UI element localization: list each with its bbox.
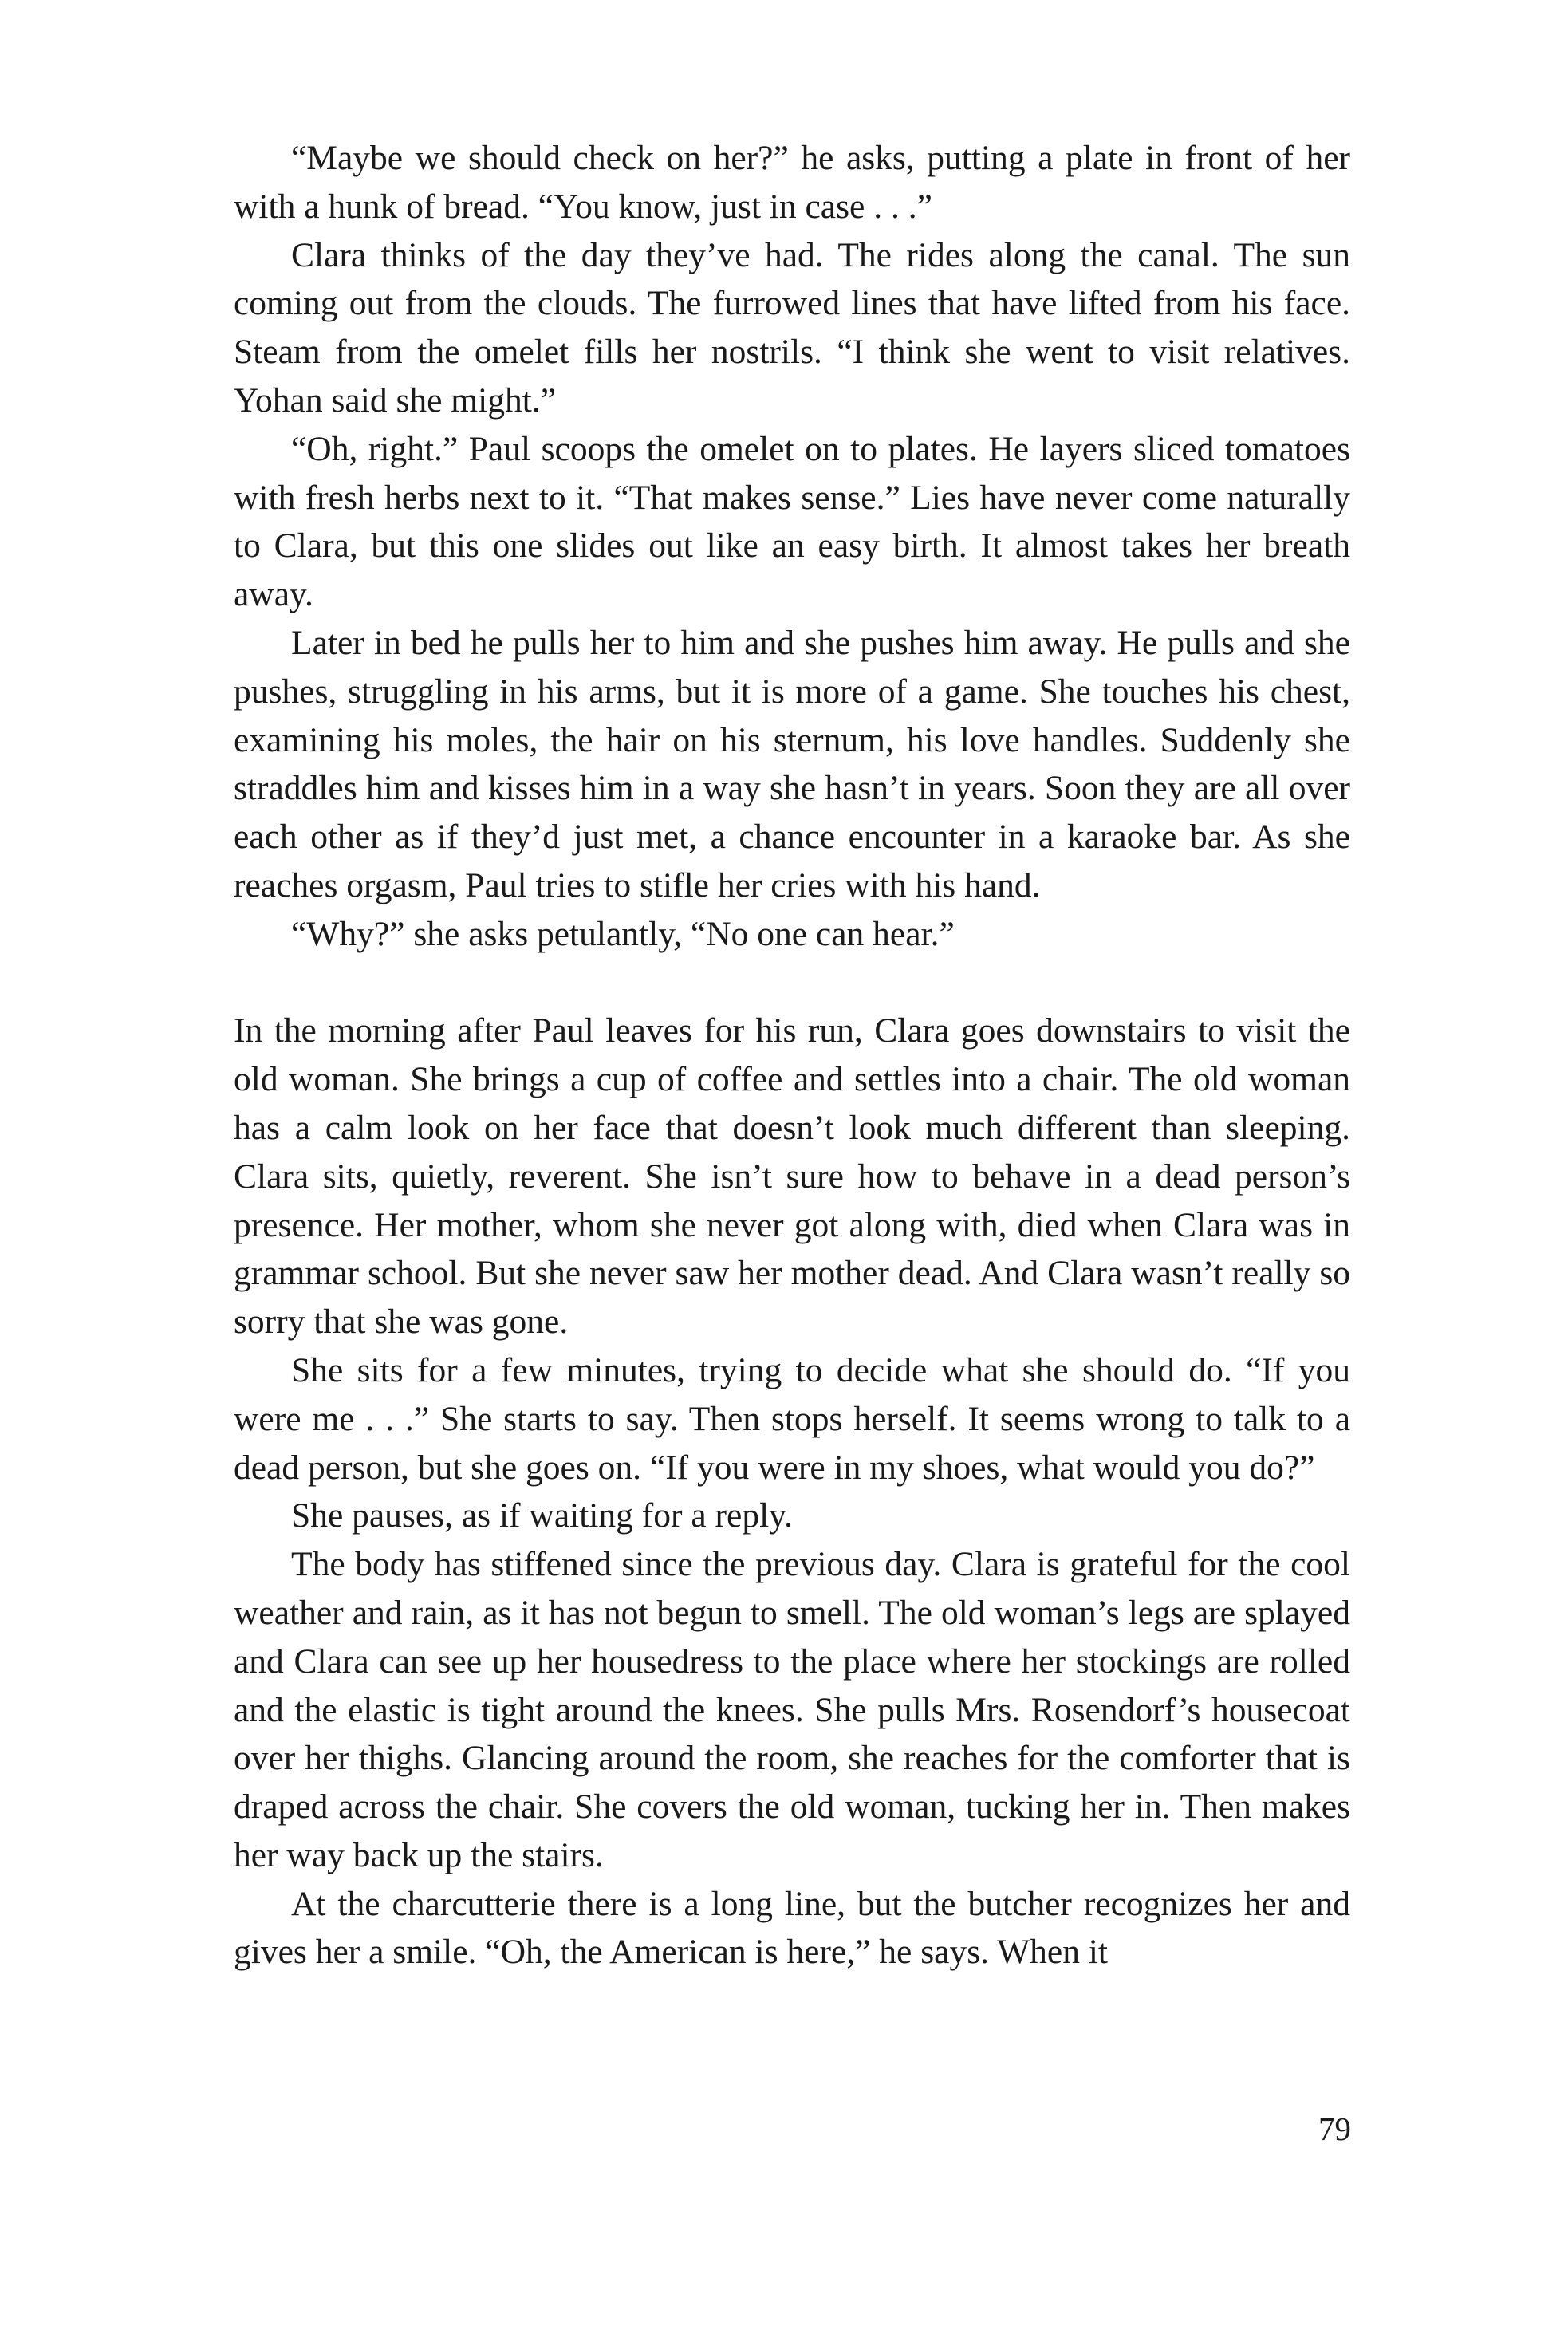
paragraph: The body has stiffened since the previous day. Clara is grateful for the cool weather and rain, as it has not begun to smell. The old woman’s legs are splayed and Clara can see up her housedress to the place where her stockings are rolled and the elastic is tight around the knees. She pulls Mrs. Rosendorf’s housecoat over her thighs. Glancing around the room, she reaches for the comforter that is draped across the chair. She covers the old woman, tucking her in. Then makes her way back up the stairs.	[234, 1545, 1350, 1874]
body-text	[234, 134, 1350, 1976]
section-break	[234, 959, 1350, 1007]
paragraph: Later in bed he pulls her to him and she pushes him away. He pulls and she pushes, struggling in his arms, but it is more of a game. She touches his chest, examining his moles, the hair on his sternum, his love handles. Suddenly she straddles him and kisses him in a way she hasn’t in years. Soon they are all over each other as if they’d just met, a chance encounter in a karaoke bar. As she reaches orgasm, Paul tries to stifle her cries with his hand.	[234, 623, 1350, 904]
paragraph: Clara thinks of the day they’ve had. The rides along the canal. The sun coming out from the clouds. The furrowed lines that have lifted from his face. Steam from the omelet fills her nostrils. “I think she went to visit relatives. Yohan said she might.”	[234, 235, 1350, 420]
paragraph-section-start: In the morning after Paul leaves for his run, Clara goes downstairs to visit the old woman. She brings a cup of coffee and settles into a chair. The old woman has a calm look on her face that doesn’t look much different than sleeping. Clara sits, quietly, reverent. She isn’t sure how to behave in a dead person’s presence. Her mother, whom she never got along with, died when Clara was in grammar school. But she never saw her mother dead. And Clara wasn’t really so sorry that she was gone.	[234, 1011, 1350, 1342]
paragraph: She pauses, as if waiting for a reply.	[291, 1496, 793, 1535]
paragraph: “Maybe we should check on her?” he asks, putting a plate in front of her with a hunk of bread. “You know, just in case . . .”	[234, 139, 1350, 226]
paragraph: “Why?” she asks petulantly, “No one can hear.”	[291, 914, 955, 953]
paragraph: At the charcutterie there is a long line, but the butcher recognizes her and gives her a smile. “Oh, the American is here,” he says. When it	[234, 1884, 1350, 1972]
paragraph: She sits for a few minutes, trying to decide what she should do. “If you were me . . .” She starts to say. Then stops herself. It seems wrong to talk to a dead person, but she goes on. “If you were in my shoes, what would you do?”	[234, 1350, 1350, 1487]
page-number: 79	[1318, 2110, 1351, 2147]
paragraph: “Oh, right.” Paul scoops the omelet on to plates. He layers sliced tomatoes with fresh herbs next to it. “That makes sense.” Lies have never come naturally to Clara, but this one slides out like an easy birth. It almost takes her breath away.	[234, 429, 1350, 614]
